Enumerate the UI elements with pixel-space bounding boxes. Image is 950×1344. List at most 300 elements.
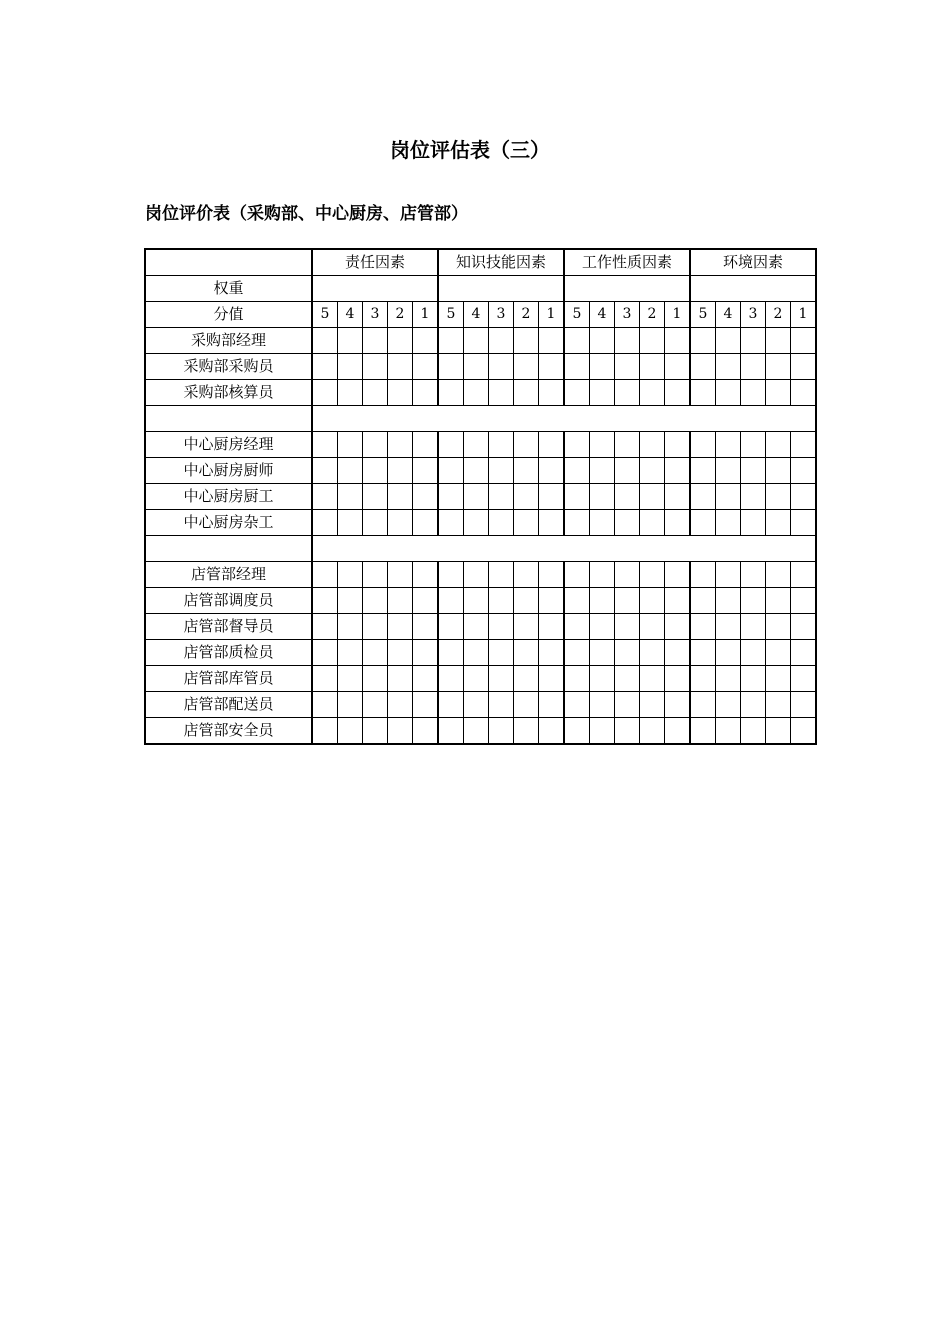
weight-cell[interactable] [438, 276, 564, 302]
score-cell[interactable] [464, 692, 489, 718]
score-cell[interactable] [665, 328, 691, 354]
position-row [145, 328, 816, 354]
score-cell[interactable] [716, 458, 741, 484]
score-cell[interactable] [615, 692, 640, 718]
score-cell[interactable] [388, 718, 413, 745]
score-cell[interactable] [438, 354, 464, 380]
score-cell[interactable] [590, 510, 615, 536]
score-cell[interactable] [741, 588, 766, 614]
score-cell[interactable] [388, 432, 413, 458]
score-cell[interactable] [665, 692, 691, 718]
score-cell[interactable] [514, 666, 539, 692]
score-cell[interactable] [766, 718, 791, 745]
score-cell[interactable] [665, 640, 691, 666]
score-cell[interactable] [766, 484, 791, 510]
score-cell[interactable] [665, 432, 691, 458]
score-cell[interactable] [489, 640, 514, 666]
score-cell[interactable] [514, 328, 539, 354]
score-cell[interactable] [438, 614, 464, 640]
score-cell[interactable] [413, 640, 439, 666]
score-cell[interactable] [791, 562, 817, 588]
score-cell[interactable] [489, 328, 514, 354]
score-cell[interactable] [338, 484, 363, 510]
score-cell[interactable] [791, 380, 817, 406]
score-cell[interactable] [489, 614, 514, 640]
score-cell[interactable] [665, 614, 691, 640]
score-cell[interactable] [615, 328, 640, 354]
score-cell[interactable] [338, 354, 363, 380]
score-cell[interactable] [438, 640, 464, 666]
score-cell[interactable] [690, 380, 716, 406]
score-cell[interactable] [564, 588, 590, 614]
score-cell[interactable] [690, 458, 716, 484]
score-cell[interactable] [464, 484, 489, 510]
score-cell[interactable] [791, 432, 817, 458]
score-cell[interactable] [489, 458, 514, 484]
score-cell[interactable] [338, 562, 363, 588]
score-cell[interactable] [539, 692, 565, 718]
score-cell[interactable] [716, 614, 741, 640]
score-cell[interactable] [514, 562, 539, 588]
score-cell[interactable] [312, 328, 338, 354]
score-cell[interactable] [413, 692, 439, 718]
score-cell[interactable] [388, 380, 413, 406]
score-cell[interactable] [766, 692, 791, 718]
score-cell[interactable] [312, 354, 338, 380]
score-cell[interactable] [766, 432, 791, 458]
score-cell[interactable] [741, 692, 766, 718]
score-cell[interactable] [791, 588, 817, 614]
score-cell[interactable] [539, 640, 565, 666]
score-cell[interactable] [716, 484, 741, 510]
score-cell[interactable] [690, 640, 716, 666]
score-cell[interactable] [716, 588, 741, 614]
score-cell[interactable] [464, 354, 489, 380]
score-cell[interactable] [464, 718, 489, 745]
score-cell[interactable] [590, 614, 615, 640]
score-cell[interactable] [590, 484, 615, 510]
weight-cell[interactable] [312, 276, 438, 302]
score-cell[interactable] [464, 588, 489, 614]
score-cell[interactable] [413, 432, 439, 458]
score-cell[interactable] [539, 588, 565, 614]
position-label: 中心厨房杂工 [145, 510, 312, 536]
score-cell[interactable] [590, 718, 615, 745]
position-label: 采购部采购员 [145, 354, 312, 380]
score-cell[interactable] [514, 380, 539, 406]
score-cell[interactable] [464, 666, 489, 692]
score-cell[interactable] [312, 614, 338, 640]
score-cell[interactable] [363, 432, 388, 458]
score-cell[interactable] [791, 666, 817, 692]
score-cell[interactable] [564, 354, 590, 380]
weight-cell[interactable] [690, 276, 816, 302]
score-cell[interactable] [413, 328, 439, 354]
score-cell[interactable] [312, 588, 338, 614]
score-cell[interactable] [363, 484, 388, 510]
score-cell[interactable] [363, 562, 388, 588]
score-cell[interactable] [716, 562, 741, 588]
score-cell[interactable] [615, 380, 640, 406]
score-cell[interactable] [590, 354, 615, 380]
score-cell[interactable] [640, 614, 665, 640]
score-cell[interactable] [690, 354, 716, 380]
score-cell[interactable] [665, 562, 691, 588]
score-cell[interactable] [564, 484, 590, 510]
score-cell[interactable] [665, 380, 691, 406]
score-cell[interactable] [363, 614, 388, 640]
score-cell[interactable] [363, 640, 388, 666]
position-label: 店管部配送员 [145, 692, 312, 718]
score-cell[interactable] [464, 562, 489, 588]
score-cell[interactable] [564, 562, 590, 588]
score-cell[interactable] [640, 328, 665, 354]
score-cell[interactable] [312, 432, 338, 458]
score-cell[interactable] [388, 354, 413, 380]
score-cell[interactable] [564, 666, 590, 692]
score-cell[interactable] [690, 614, 716, 640]
score-cell[interactable] [690, 718, 716, 745]
score-cell[interactable] [312, 484, 338, 510]
score-cell[interactable] [489, 484, 514, 510]
weight-cell[interactable] [564, 276, 690, 302]
score-cell[interactable] [539, 510, 565, 536]
score-cell[interactable] [791, 328, 817, 354]
score-cell[interactable] [388, 640, 413, 666]
score-cell[interactable] [564, 380, 590, 406]
score-cell[interactable] [690, 562, 716, 588]
score-cell[interactable] [564, 328, 590, 354]
score-cell[interactable] [363, 380, 388, 406]
score-cell[interactable] [338, 458, 363, 484]
score-cell[interactable] [539, 666, 565, 692]
score-cell[interactable] [388, 458, 413, 484]
score-cell[interactable] [615, 484, 640, 510]
score-cell[interactable] [741, 380, 766, 406]
score-cell[interactable] [615, 614, 640, 640]
score-cell[interactable] [438, 562, 464, 588]
score-cell[interactable] [791, 718, 817, 745]
score-cell[interactable] [338, 588, 363, 614]
score-cell[interactable] [741, 458, 766, 484]
score-cell[interactable] [741, 354, 766, 380]
score-cell[interactable] [363, 588, 388, 614]
score-cell[interactable] [514, 484, 539, 510]
score-cell[interactable] [564, 614, 590, 640]
score-cell[interactable] [665, 484, 691, 510]
score-cell[interactable] [791, 640, 817, 666]
score-cell[interactable] [766, 666, 791, 692]
score-cell[interactable] [338, 614, 363, 640]
score-cell[interactable] [413, 380, 439, 406]
score-cell[interactable] [539, 718, 565, 745]
score-cell[interactable] [413, 484, 439, 510]
score-cell[interactable] [615, 432, 640, 458]
score-cell[interactable] [640, 510, 665, 536]
score-cell[interactable] [665, 354, 691, 380]
score-cell[interactable] [312, 380, 338, 406]
score-cell[interactable] [564, 640, 590, 666]
score-cell[interactable] [312, 718, 338, 745]
score-cell[interactable] [413, 354, 439, 380]
score-cell[interactable] [312, 510, 338, 536]
score-cell[interactable] [514, 588, 539, 614]
score-cell[interactable] [741, 432, 766, 458]
score-cell[interactable] [438, 666, 464, 692]
score-cell[interactable] [413, 718, 439, 745]
score-cell[interactable] [438, 588, 464, 614]
score-cell[interactable] [312, 562, 338, 588]
score-cell[interactable] [690, 484, 716, 510]
score-cell[interactable] [766, 354, 791, 380]
score-cell[interactable] [716, 666, 741, 692]
score-cell[interactable] [716, 640, 741, 666]
score-cell[interactable] [665, 510, 691, 536]
score-cell[interactable] [514, 692, 539, 718]
score-cell[interactable] [363, 666, 388, 692]
score-cell[interactable] [363, 510, 388, 536]
score-cell[interactable] [791, 458, 817, 484]
score-cell[interactable] [464, 328, 489, 354]
score-cell[interactable] [413, 458, 439, 484]
score-cell[interactable] [690, 692, 716, 718]
score-cell[interactable] [388, 562, 413, 588]
score-cell[interactable] [464, 432, 489, 458]
score-cell[interactable] [438, 458, 464, 484]
score-cell[interactable] [665, 718, 691, 745]
score-cell[interactable] [716, 718, 741, 745]
score-cell[interactable] [615, 354, 640, 380]
score-cell[interactable] [791, 354, 817, 380]
score-cell[interactable] [539, 458, 565, 484]
score-cell[interactable] [741, 510, 766, 536]
score-cell[interactable] [716, 354, 741, 380]
score-cell[interactable] [766, 640, 791, 666]
score-cell[interactable] [791, 484, 817, 510]
factor-header: 工作性质因素 [564, 249, 690, 276]
score-cell[interactable] [716, 328, 741, 354]
score-cell[interactable] [489, 510, 514, 536]
score-cell[interactable] [590, 692, 615, 718]
score-cell[interactable] [766, 380, 791, 406]
score-cell[interactable] [514, 458, 539, 484]
score-cell[interactable] [464, 614, 489, 640]
score-cell[interactable] [640, 484, 665, 510]
score-cell[interactable] [791, 692, 817, 718]
corner-cell [145, 249, 312, 276]
score-cell[interactable] [514, 614, 539, 640]
score-cell[interactable] [690, 588, 716, 614]
score-cell[interactable] [514, 718, 539, 745]
factor-header: 责任因素 [312, 249, 438, 276]
score-cell[interactable] [388, 328, 413, 354]
score-cell[interactable] [741, 640, 766, 666]
score-cell[interactable] [312, 692, 338, 718]
score-cell[interactable] [690, 432, 716, 458]
score-cell[interactable] [438, 510, 464, 536]
score-cell[interactable] [338, 640, 363, 666]
score-cell[interactable] [640, 458, 665, 484]
score-cell[interactable] [564, 718, 590, 745]
score-cell[interactable] [312, 666, 338, 692]
score-cell[interactable] [640, 562, 665, 588]
score-cell[interactable] [716, 692, 741, 718]
score-cell[interactable] [514, 432, 539, 458]
score-cell[interactable] [363, 692, 388, 718]
score-cell[interactable] [741, 614, 766, 640]
score-cell[interactable] [741, 484, 766, 510]
position-row [145, 484, 816, 510]
score-cell[interactable] [413, 666, 439, 692]
score-cell[interactable] [741, 718, 766, 745]
score-cell[interactable] [640, 640, 665, 666]
score-cell[interactable] [338, 692, 363, 718]
position-row [145, 354, 816, 380]
score-cell[interactable] [590, 562, 615, 588]
score-cell[interactable] [539, 380, 565, 406]
score-cell[interactable] [539, 562, 565, 588]
score-cell[interactable] [489, 432, 514, 458]
score-cell[interactable] [640, 588, 665, 614]
score-cell[interactable] [464, 510, 489, 536]
score-cell[interactable] [640, 354, 665, 380]
score-cell[interactable] [438, 718, 464, 745]
score-cell[interactable] [615, 562, 640, 588]
score-cell[interactable] [766, 458, 791, 484]
score-cell[interactable] [716, 510, 741, 536]
score-cell[interactable] [413, 510, 439, 536]
score-cell[interactable] [615, 510, 640, 536]
score-cell[interactable] [791, 614, 817, 640]
score-cell[interactable] [489, 354, 514, 380]
score-cell[interactable] [413, 588, 439, 614]
score-cell[interactable] [489, 380, 514, 406]
spacer-label [145, 406, 312, 432]
score-cell[interactable] [640, 432, 665, 458]
score-cell[interactable] [464, 458, 489, 484]
score-cell[interactable] [413, 614, 439, 640]
score-cell[interactable] [489, 718, 514, 745]
score-cell[interactable] [539, 432, 565, 458]
score-cell[interactable] [640, 692, 665, 718]
score-cell[interactable] [363, 328, 388, 354]
score-cell[interactable] [312, 640, 338, 666]
position-row [145, 432, 816, 458]
score-cell[interactable] [338, 328, 363, 354]
score-cell[interactable] [590, 380, 615, 406]
score-cell[interactable] [514, 640, 539, 666]
position-row [145, 458, 816, 484]
score-cell[interactable] [590, 640, 615, 666]
score-cell[interactable] [640, 666, 665, 692]
position-label: 店管部督导员 [145, 614, 312, 640]
score-cell[interactable] [438, 328, 464, 354]
score-cell[interactable] [590, 458, 615, 484]
score-cell[interactable] [514, 510, 539, 536]
score-cell[interactable] [564, 510, 590, 536]
score-cell[interactable] [766, 328, 791, 354]
score-cell[interactable] [716, 380, 741, 406]
score-cell[interactable] [690, 328, 716, 354]
score-cell[interactable] [615, 666, 640, 692]
score-cell[interactable] [590, 588, 615, 614]
score-cell[interactable] [388, 510, 413, 536]
score-cell[interactable] [489, 562, 514, 588]
score-cell[interactable] [665, 588, 691, 614]
score-cell[interactable] [363, 458, 388, 484]
score-cell[interactable] [766, 562, 791, 588]
score-cell[interactable] [539, 328, 565, 354]
score-cell[interactable] [766, 588, 791, 614]
score-cell[interactable] [791, 510, 817, 536]
score-cell[interactable] [388, 614, 413, 640]
score-cell[interactable] [438, 432, 464, 458]
score-cell[interactable] [489, 666, 514, 692]
score-cell[interactable] [464, 380, 489, 406]
score-cell[interactable] [564, 458, 590, 484]
score-cell[interactable] [338, 718, 363, 745]
score-cell[interactable] [438, 484, 464, 510]
score-cell[interactable] [640, 380, 665, 406]
score-cell[interactable] [564, 432, 590, 458]
score-cell[interactable] [363, 718, 388, 745]
score-cell[interactable] [514, 354, 539, 380]
score-value: 5 [564, 302, 590, 328]
score-cell[interactable] [489, 588, 514, 614]
score-cell[interactable] [766, 614, 791, 640]
score-cell[interactable] [539, 354, 565, 380]
score-cell[interactable] [539, 484, 565, 510]
score-cell[interactable] [312, 458, 338, 484]
score-cell[interactable] [690, 666, 716, 692]
score-cell[interactable] [690, 510, 716, 536]
score-row [145, 302, 816, 328]
score-value: 3 [741, 302, 766, 328]
score-cell[interactable] [615, 458, 640, 484]
score-cell[interactable] [363, 354, 388, 380]
score-cell[interactable] [564, 692, 590, 718]
score-cell[interactable] [766, 510, 791, 536]
score-cell[interactable] [338, 432, 363, 458]
score-cell[interactable] [539, 614, 565, 640]
score-cell[interactable] [590, 432, 615, 458]
score-cell[interactable] [438, 380, 464, 406]
score-cell[interactable] [615, 640, 640, 666]
score-cell[interactable] [741, 562, 766, 588]
score-cell[interactable] [590, 666, 615, 692]
score-cell[interactable] [665, 666, 691, 692]
score-cell[interactable] [640, 718, 665, 745]
score-cell[interactable] [615, 588, 640, 614]
score-cell[interactable] [590, 328, 615, 354]
score-cell[interactable] [338, 510, 363, 536]
score-cell[interactable] [438, 692, 464, 718]
score-cell[interactable] [489, 692, 514, 718]
score-cell[interactable] [388, 484, 413, 510]
score-cell[interactable] [615, 718, 640, 745]
score-cell[interactable] [388, 588, 413, 614]
score-cell[interactable] [741, 666, 766, 692]
score-cell[interactable] [413, 562, 439, 588]
score-cell[interactable] [388, 692, 413, 718]
score-cell[interactable] [388, 666, 413, 692]
score-cell[interactable] [665, 458, 691, 484]
score-cell[interactable] [338, 666, 363, 692]
score-cell[interactable] [338, 380, 363, 406]
score-cell[interactable] [464, 640, 489, 666]
score-cell[interactable] [716, 432, 741, 458]
score-cell[interactable] [741, 328, 766, 354]
